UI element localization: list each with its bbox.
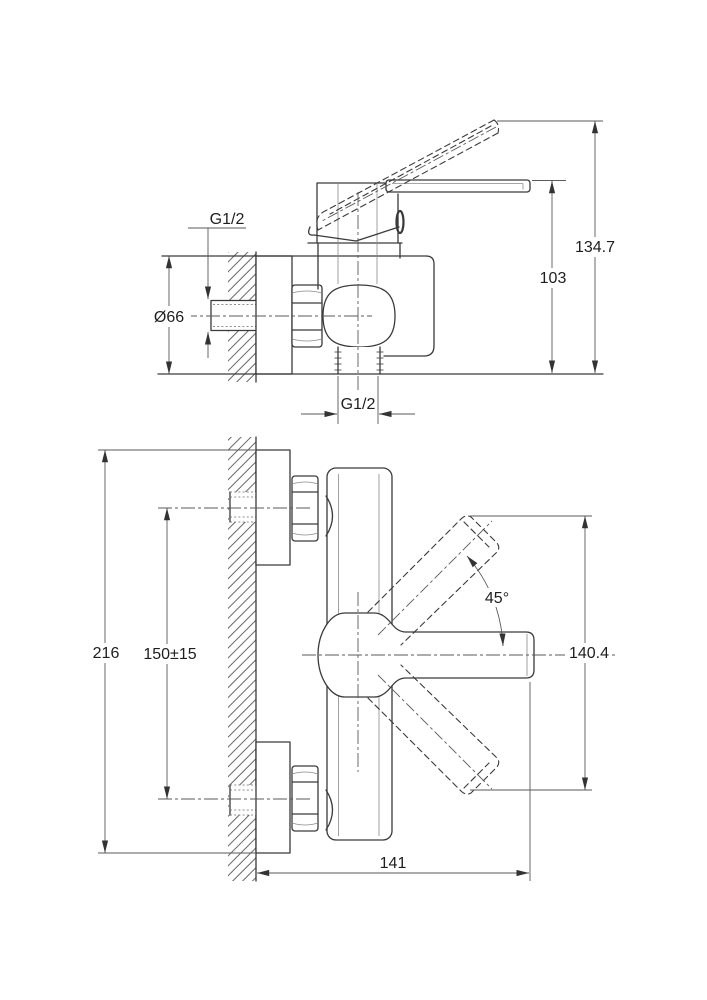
dim-total-height	[497, 121, 618, 373]
wall-pipe	[211, 300, 256, 331]
cartridge-housing	[317, 183, 404, 284]
lever-raised-dashed	[317, 120, 499, 230]
dim-connection-centers	[142, 508, 198, 799]
dim-label-45: 45°	[484, 590, 510, 607]
side-view	[147, 120, 618, 424]
dim-label-140-4: 140.4	[568, 645, 610, 662]
dim-label-103: 103	[539, 270, 567, 287]
union-nut-top	[292, 476, 318, 541]
dim-label-134-7: 134.7	[574, 239, 616, 256]
wall-pipe-top	[229, 492, 256, 522]
dim-label-d66: Ø66	[153, 309, 185, 326]
dim-label-g12-wall: G1/2	[209, 211, 245, 228]
dim-label-150: 150±15	[143, 646, 197, 663]
dim-escutcheon-diameter	[147, 256, 191, 374]
body-neck	[308, 243, 402, 289]
plan-view	[87, 437, 616, 881]
escutcheon-plate-top	[256, 450, 290, 565]
side-button-detail	[397, 211, 404, 233]
escutcheon-plate-bottom	[256, 742, 290, 853]
union-nut-bottom	[292, 766, 318, 831]
dim-label-g12-outlet: G1/2	[340, 396, 376, 413]
dim-outlet-height	[532, 181, 570, 374]
outlet-stub	[335, 347, 384, 374]
dim-label-141: 141	[379, 855, 407, 872]
escutcheon-plate	[256, 256, 292, 374]
wall-pipe-bottom	[229, 785, 256, 815]
dim-label-216: 216	[92, 645, 120, 662]
